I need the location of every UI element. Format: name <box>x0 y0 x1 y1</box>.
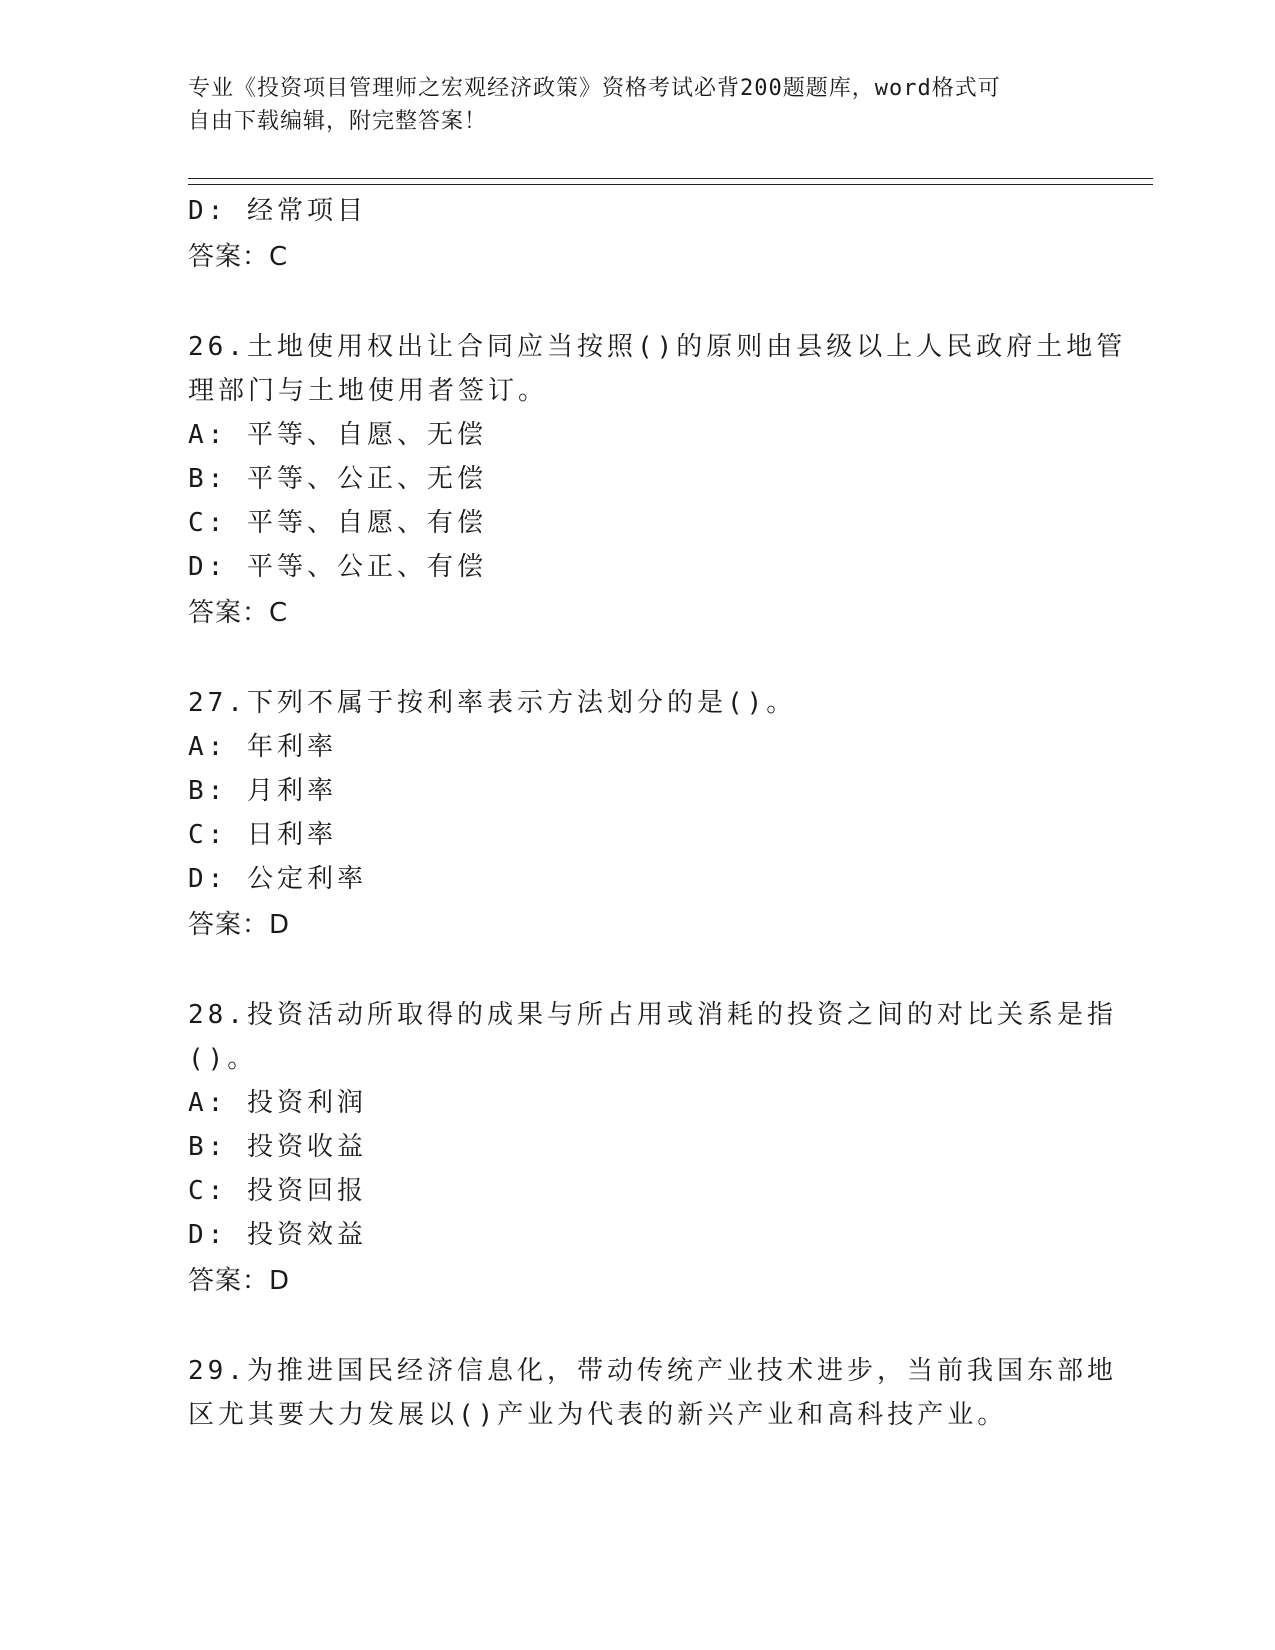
q27-option-d: D: 公定利率 <box>188 864 367 894</box>
q26-stem-line-2: 理部门与土地使用者签订。 <box>188 376 549 406</box>
q27-option-b: B: 月利率 <box>188 776 337 806</box>
q28-answer: 答案：D <box>188 1266 291 1296</box>
q26-stem-line-1: 26.土地使用权出让合同应当按照()的原则由县级以上人民政府土地管 <box>188 332 1127 362</box>
q28-option-d: D: 投资效益 <box>188 1220 367 1250</box>
q28-stem-line-2: ()。 <box>188 1044 258 1074</box>
header-line-2: 自由下载编辑，附完整答案！ <box>188 109 488 134</box>
q28-option-c: C: 投资回报 <box>188 1176 367 1206</box>
q27-stem-line-1: 27.下列不属于按利率表示方法划分的是()。 <box>188 688 797 718</box>
q27-option-a: A: 年利率 <box>188 732 337 762</box>
q26-option-d: D: 平等、公正、有偿 <box>188 552 487 582</box>
q26-option-a: A: 平等、自愿、无偿 <box>188 420 487 450</box>
document-header <box>188 72 1088 138</box>
prev-answer: 答案：C <box>188 242 289 272</box>
prev-option-d: D: 经常项目 <box>188 196 367 226</box>
q26-option-c: C: 平等、自愿、有偿 <box>188 508 487 538</box>
header-divider-top <box>188 178 1153 179</box>
q26-answer: 答案：C <box>188 598 289 628</box>
q29-stem-line-2: 区尤其要大力发展以()产业为代表的新兴产业和高科技产业。 <box>188 1400 1008 1430</box>
q29-stem-line-1: 29.为推进国民经济信息化，带动传统产业技术进步，当前我国东部地 <box>188 1356 1117 1386</box>
header-divider-bottom <box>188 184 1153 185</box>
q28-stem-line-1: 28.投资活动所取得的成果与所占用或消耗的投资之间的对比关系是指 <box>188 1000 1117 1030</box>
q28-option-a: A: 投资利润 <box>188 1088 367 1118</box>
q27-answer: 答案：D <box>188 910 291 940</box>
q26-option-b: B: 平等、公正、无偿 <box>188 464 487 494</box>
q27-option-c: C: 日利率 <box>188 820 337 850</box>
header-line-1: 专业《投资项目管理师之宏观经济政策》资格考试必背200题题库，word格式可 <box>188 76 1001 101</box>
q28-option-b: B: 投资收益 <box>188 1132 367 1162</box>
